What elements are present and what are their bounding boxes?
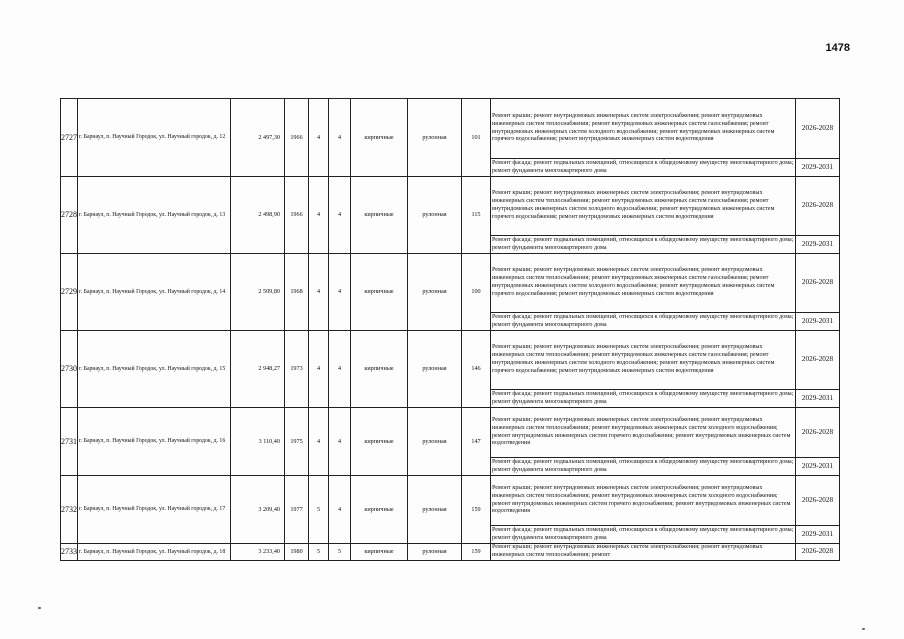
build-year: 1966 <box>285 177 309 254</box>
wall-material: кирпичные <box>351 254 408 331</box>
planned-works: Ремонт крыши; ремонт внутридомовых инженерных систем электроснабжения; ремонт внутридомовых инженерных систем теплоснабжения; ремонт внутридомовых инженерных систем газоснабжения; ремонт внутридомовых инженерных систем холодного водоснабжения; ремонт внутридомовых инженерных систем горячего водоснабжения; ремонт внутридомовых инженерных систем водоотведения <box>491 177 796 236</box>
row-number: 2728 <box>61 177 78 254</box>
roof-type: рулонная <box>408 544 462 561</box>
entrances: 4 <box>329 177 351 254</box>
table-row <box>61 408 840 458</box>
apartments-count: 159 <box>462 476 491 544</box>
planned-works: Ремонт крыши; ремонт внутридомовых инженерных систем электроснабжения; ремонт внутридомовых инженерных систем теплоснабжения; ремонт внутридомовых инженерных систем холодного водоснабжения; ремонт внутридомовых инженерных систем горячего водоснабжения; ремонт внутридомовых инженерных систем водоотведения <box>491 476 796 526</box>
table-row <box>61 331 840 390</box>
house-address: г. Барнаул, п. Научный Городок, ул. Научный городок, д. 18 <box>78 544 231 561</box>
work-period: 2026-2028 <box>796 254 840 313</box>
work-period: 2026-2028 <box>796 177 840 236</box>
row-number: 2729 <box>61 254 78 331</box>
planned-works: Ремонт крыши; ремонт внутридомовых инженерных систем электроснабжения; ремонт внутридомовых инженерных систем теплоснабжения; ремонт <box>491 544 796 561</box>
work-period: 2026-2028 <box>796 331 840 390</box>
work-period: 2029-2031 <box>796 159 840 177</box>
build-year: 1966 <box>285 99 309 177</box>
build-year: 1980 <box>285 544 309 561</box>
row-number: 2727 <box>61 99 78 177</box>
house-address: г. Барнаул, п. Научный Городок, ул. Научный городок, д. 15 <box>78 331 231 408</box>
entrances: 4 <box>329 476 351 544</box>
build-year: 1975 <box>285 408 309 476</box>
entrances: 4 <box>329 331 351 408</box>
scan-speck <box>862 628 865 630</box>
apartments-count: 159 <box>462 544 491 561</box>
roof-type: рулонная <box>408 254 462 331</box>
apartments-count: 101 <box>462 99 491 177</box>
wall-material: кирпичные <box>351 408 408 476</box>
work-period: 2029-2031 <box>796 313 840 331</box>
wall-material: кирпичные <box>351 476 408 544</box>
planned-works: Ремонт фасада; ремонт подвальных помещений, относящихся к общедомовому имуществу многоквартирного дома; ремонт фундамента многоквартирного дома <box>491 390 796 408</box>
planned-works: Ремонт фасада; ремонт подвальных помещений, относящихся к общедомовому имуществу многоквартирного дома; ремонт фундамента многоквартирного дома <box>491 526 796 544</box>
total-area: 3 110,40 <box>231 408 285 476</box>
wall-material: кирпичные <box>351 544 408 561</box>
work-period: 2029-2031 <box>796 526 840 544</box>
row-number: 2733 <box>61 544 78 561</box>
roof-type: рулонная <box>408 331 462 408</box>
table-row <box>61 177 840 236</box>
wall-material: кирпичные <box>351 177 408 254</box>
total-area: 3 233,40 <box>231 544 285 561</box>
roof-type: рулонная <box>408 476 462 544</box>
total-area: 2 498,90 <box>231 177 285 254</box>
work-period: 2029-2031 <box>796 458 840 476</box>
roof-type: рулонная <box>408 99 462 177</box>
floors: 4 <box>309 99 329 177</box>
floors: 4 <box>309 254 329 331</box>
build-year: 1968 <box>285 254 309 331</box>
work-period: 2029-2031 <box>796 390 840 408</box>
house-address: г. Барнаул, п. Научный Городок, ул. Научный городок, д. 16 <box>78 408 231 476</box>
entrances: 5 <box>329 544 351 561</box>
entrances: 4 <box>329 408 351 476</box>
entrances: 4 <box>329 254 351 331</box>
planned-works: Ремонт фасада; ремонт подвальных помещений, относящихся к общедомовому имуществу многоквартирного дома; ремонт фундамента многоквартирного дома <box>491 313 796 331</box>
roof-type: рулонная <box>408 408 462 476</box>
work-period: 2026-2028 <box>796 408 840 458</box>
row-number: 2731 <box>61 408 78 476</box>
floors: 4 <box>309 331 329 408</box>
repair-schedule-table <box>60 98 840 561</box>
planned-works: Ремонт крыши; ремонт внутридомовых инженерных систем электроснабжения; ремонт внутридомовых инженерных систем теплоснабжения; ремонт внутридомовых инженерных систем газоснабжения; ремонт внутридомовых инженерных систем холодного водоснабжения; ремонт внутридомовых инженерных систем горячего водоснабжения; ремонт внутридомовых инженерных систем водоотведения <box>491 331 796 390</box>
apartments-count: 115 <box>462 177 491 254</box>
work-period: 2026-2028 <box>796 99 840 159</box>
apartments-count: 146 <box>462 331 491 408</box>
floors: 5 <box>309 476 329 544</box>
entrances: 4 <box>329 99 351 177</box>
build-year: 1977 <box>285 476 309 544</box>
floors: 5 <box>309 544 329 561</box>
wall-material: кирпичные <box>351 331 408 408</box>
roof-type: рулонная <box>408 177 462 254</box>
planned-works: Ремонт фасада; ремонт подвальных помещений, относящихся к общедомовому имуществу многоквартирного дома; ремонт фундамента многоквартирного дома <box>491 236 796 254</box>
work-period: 2026-2028 <box>796 476 840 526</box>
floors: 4 <box>309 177 329 254</box>
page-number: 1478 <box>825 42 850 54</box>
planned-works: Ремонт крыши; ремонт внутридомовых инженерных систем электроснабжения; ремонт внутридомовых инженерных систем теплоснабжения; ремонт внутридомовых инженерных систем газоснабжения; ремонт внутридомовых инженерных систем холодного водоснабжения; ремонт внутридомовых инженерных систем горячего водоснабжения; ремонт внутридомовых инженерных систем водоотведения <box>491 99 796 159</box>
house-address: г. Барнаул, п. Научный Городок, ул. Научный городок, д. 14 <box>78 254 231 331</box>
planned-works: Ремонт крыши; ремонт внутридомовых инженерных систем электроснабжения; ремонт внутридомовых инженерных систем теплоснабжения; ремонт внутридомовых инженерных систем холодного водоснабжения; ремонт внутридомовых инженерных систем горячего водоснабжения; ремонт внутридомовых инженерных систем водоотведения <box>491 408 796 458</box>
total-area: 2 948,27 <box>231 331 285 408</box>
total-area: 3 209,40 <box>231 476 285 544</box>
apartments-count: 100 <box>462 254 491 331</box>
scan-speck <box>38 607 41 609</box>
table-row <box>61 544 840 561</box>
apartments-count: 147 <box>462 408 491 476</box>
work-period: 2029-2031 <box>796 236 840 254</box>
planned-works: Ремонт крыши; ремонт внутридомовых инженерных систем электроснабжения; ремонт внутридомовых инженерных систем теплоснабжения; ремонт внутридомовых инженерных систем газоснабжения; ремонт внутридомовых инженерных систем холодного водоснабжения; ремонт внутридомовых инженерных систем горячего водоснабжения; ремонт внутридомовых инженерных систем водоотведения <box>491 254 796 313</box>
build-year: 1973 <box>285 331 309 408</box>
house-address: г. Барнаул, п. Научный Городок, ул. Научный городок, д. 17 <box>78 476 231 544</box>
house-address: г. Барнаул, п. Научный Городок, ул. Научный городок, д. 13 <box>78 177 231 254</box>
total-area: 2 497,30 <box>231 99 285 177</box>
floors: 4 <box>309 408 329 476</box>
wall-material: кирпичные <box>351 99 408 177</box>
planned-works: Ремонт фасада; ремонт подвальных помещений, относящихся к общедомовому имуществу многоквартирного дома; ремонт фундамента многоквартирного дома <box>491 458 796 476</box>
house-address: г. Барнаул, п. Научный Городок, ул. Научный городок, д. 12 <box>78 99 231 177</box>
row-number: 2732 <box>61 476 78 544</box>
planned-works: Ремонт фасада; ремонт подвальных помещений, относящихся к общедомовому имуществу многоквартирного дома; ремонт фундамента многоквартирного дома <box>491 159 796 177</box>
table-row <box>61 99 840 159</box>
table-body <box>61 99 840 561</box>
work-period: 2026-2028 <box>796 544 840 561</box>
row-number: 2730 <box>61 331 78 408</box>
total-area: 2 509,80 <box>231 254 285 331</box>
table-row <box>61 476 840 526</box>
table-row <box>61 254 840 313</box>
repair-schedule-table-wrap <box>60 98 840 561</box>
